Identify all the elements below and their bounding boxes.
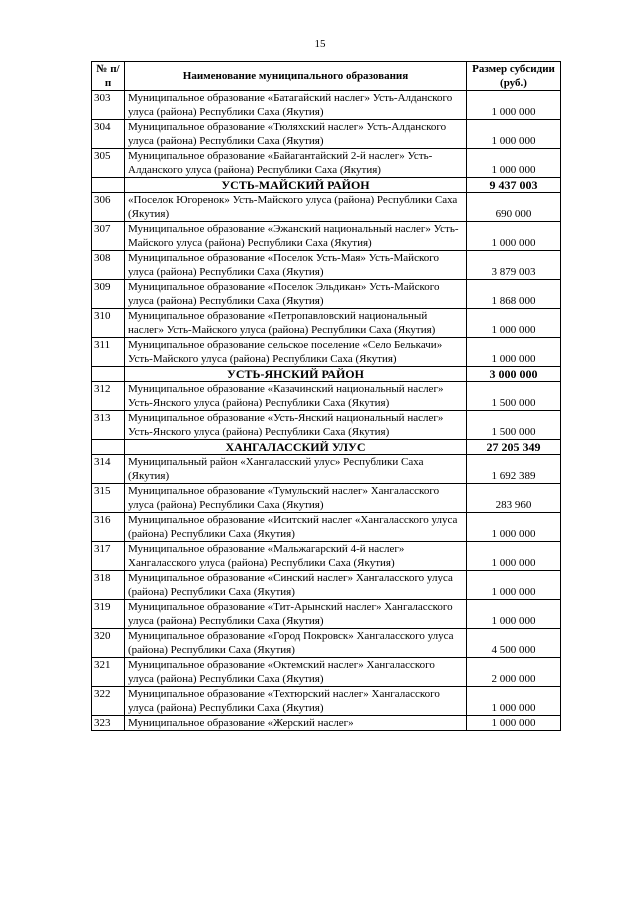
subsidy-amount: 2 000 000 xyxy=(467,658,561,687)
municipality-name: Муниципальное образование «Жерский наслег» xyxy=(125,716,467,731)
table-row xyxy=(92,571,561,600)
table-row xyxy=(92,411,561,440)
table-row xyxy=(92,251,561,280)
row-number: 323 xyxy=(92,716,125,731)
table-row xyxy=(92,629,561,658)
table-row xyxy=(92,120,561,149)
table-row xyxy=(92,687,561,716)
row-number: 307 xyxy=(92,222,125,251)
section-number-cell xyxy=(92,440,125,455)
section-row xyxy=(92,178,561,193)
table-row xyxy=(92,91,561,120)
municipality-name: Муниципальное образование «Петропавловский национальный наслег» Усть-Майского улуса (района) Республики Саха (Якутия) xyxy=(125,309,467,338)
row-number: 311 xyxy=(92,338,125,367)
table-row xyxy=(92,513,561,542)
row-number: 303 xyxy=(92,91,125,120)
header-amount: Размер субсидии (руб.) xyxy=(467,62,561,91)
subsidy-amount: 1 000 000 xyxy=(467,687,561,716)
table-row xyxy=(92,382,561,411)
municipality-name: Муниципальное образование сельское поселение «Село Белькачи» Усть-Майского улуса (района) Республики Саха (Якутия) xyxy=(125,338,467,367)
section-total: 27 205 349 xyxy=(467,440,561,455)
row-number: 317 xyxy=(92,542,125,571)
row-number: 304 xyxy=(92,120,125,149)
section-total: 3 000 000 xyxy=(467,367,561,382)
subsidy-amount: 1 000 000 xyxy=(467,149,561,178)
subsidy-amount: 4 500 000 xyxy=(467,629,561,658)
municipality-name: Муниципальное образование «Поселок Эльдикан» Усть-Майского улуса (района) Республики Саха (Якутия) xyxy=(125,280,467,309)
municipality-name: Муниципальное образование «Поселок Усть-Мая» Усть-Майского улуса (района) Республики Саха (Якутия) xyxy=(125,251,467,280)
municipality-name: «Поселок Югоренок» Усть-Майского улуса (района) Республики Саха (Якутия) xyxy=(125,193,467,222)
subsidy-amount: 1 000 000 xyxy=(467,120,561,149)
subsidy-amount: 1 000 000 xyxy=(467,513,561,542)
table-row xyxy=(92,309,561,338)
row-number: 305 xyxy=(92,149,125,178)
row-number: 321 xyxy=(92,658,125,687)
table-body xyxy=(92,91,561,731)
section-number-cell xyxy=(92,367,125,382)
table-row xyxy=(92,222,561,251)
subsidy-amount: 1 500 000 xyxy=(467,382,561,411)
municipality-name: Муниципальное образование «Мальжагарский 4-й наслег» Хангаласского улуса (района) Республики Саха (Якутия) xyxy=(125,542,467,571)
row-number: 313 xyxy=(92,411,125,440)
subsidy-amount: 1 000 000 xyxy=(467,222,561,251)
row-number: 319 xyxy=(92,600,125,629)
municipality-name: Муниципальное образование «Казачинский национальный наслег» Усть-Янского улуса (района) Республики Саха (Якутия) xyxy=(125,382,467,411)
section-title: УСТЬ-ЯНСКИЙ РАЙОН xyxy=(125,367,467,382)
row-number: 309 xyxy=(92,280,125,309)
subsidy-amount: 1 500 000 xyxy=(467,411,561,440)
section-number-cell xyxy=(92,178,125,193)
municipality-name: Муниципальное образование «Усть-Янский национальный наслег» Усть-Янского улуса (района) Республики Саха (Якутия) xyxy=(125,411,467,440)
municipality-name: Муниципальное образование «Тюляхский наслег» Усть-Алданского улуса (района) Республики Саха (Якутия) xyxy=(125,120,467,149)
municipality-name: Муниципальное образование «Синский наслег» Хангаласского улуса (района) Республики Саха (Якутия) xyxy=(125,571,467,600)
table-row xyxy=(92,193,561,222)
table-row xyxy=(92,455,561,484)
header-name: Наименование муниципального образования xyxy=(125,62,467,91)
municipality-name: Муниципальное образование «Город Покровск» Хангаласского улуса (района) Республики Саха (Якутия) xyxy=(125,629,467,658)
subsidy-amount: 1 000 000 xyxy=(467,716,561,731)
table-row xyxy=(92,149,561,178)
municipality-name: Муниципальное образование «Байагантайский 2-й наслег» Усть-Алданского улуса (района) Республики Саха (Якутия) xyxy=(125,149,467,178)
section-title: УСТЬ-МАЙСКИЙ РАЙОН xyxy=(125,178,467,193)
row-number: 315 xyxy=(92,484,125,513)
table-header-row xyxy=(92,62,561,91)
row-number: 310 xyxy=(92,309,125,338)
section-row xyxy=(92,367,561,382)
subsidy-amount: 1 000 000 xyxy=(467,338,561,367)
municipality-name: Муниципальный район «Хангаласский улус» Республики Саха (Якутия) xyxy=(125,455,467,484)
subsidy-amount: 1 000 000 xyxy=(467,542,561,571)
municipality-name: Муниципальное образование «Батагайский наслег» Усть-Алданского улуса (района) Республики Саха (Якутия) xyxy=(125,91,467,120)
table-row xyxy=(92,542,561,571)
subsidy-table xyxy=(91,61,561,731)
subsidy-amount: 690 000 xyxy=(467,193,561,222)
subsidy-amount: 3 879 003 xyxy=(467,251,561,280)
section-title: ХАНГАЛАССКИЙ УЛУС xyxy=(125,440,467,455)
subsidy-amount: 1 000 000 xyxy=(467,309,561,338)
subsidy-amount: 1 868 000 xyxy=(467,280,561,309)
table-row xyxy=(92,716,561,731)
subsidy-amount: 1 692 389 xyxy=(467,455,561,484)
table-row xyxy=(92,658,561,687)
row-number: 308 xyxy=(92,251,125,280)
municipality-name: Муниципальное образование «Тит-Арынский наслег» Хангаласского улуса (района) Республики Саха (Якутия) xyxy=(125,600,467,629)
header-number: № п/п xyxy=(92,62,125,91)
row-number: 306 xyxy=(92,193,125,222)
table-row xyxy=(92,600,561,629)
row-number: 314 xyxy=(92,455,125,484)
row-number: 322 xyxy=(92,687,125,716)
subsidy-amount: 1 000 000 xyxy=(467,91,561,120)
row-number: 316 xyxy=(92,513,125,542)
municipality-name: Муниципальное образование «Иситский наслег «Хангаласского улуса (района) Республики Саха (Якутия) xyxy=(125,513,467,542)
section-total: 9 437 003 xyxy=(467,178,561,193)
row-number: 318 xyxy=(92,571,125,600)
page-number: 15 xyxy=(314,38,326,50)
municipality-name: Муниципальное образование «Техтюрский наслег» Хангаласского улуса (района) Республики Саха (Якутия) xyxy=(125,687,467,716)
municipality-name: Муниципальное образование «Октемский наслег» Хангаласского улуса (района) Республики Саха (Якутия) xyxy=(125,658,467,687)
table-row xyxy=(92,338,561,367)
municipality-name: Муниципальное образование «Эжанский национальный наслег» Усть-Майского улуса (района) Республики Саха (Якутия) xyxy=(125,222,467,251)
subsidy-amount: 283 960 xyxy=(467,484,561,513)
section-row xyxy=(92,440,561,455)
row-number: 312 xyxy=(92,382,125,411)
subsidy-amount: 1 000 000 xyxy=(467,600,561,629)
municipality-name: Муниципальное образование «Тумульский наслег» Хангаласского улуса (района) Республики Саха (Якутия) xyxy=(125,484,467,513)
row-number: 320 xyxy=(92,629,125,658)
table-row xyxy=(92,484,561,513)
table-row xyxy=(92,280,561,309)
subsidy-amount: 1 000 000 xyxy=(467,571,561,600)
